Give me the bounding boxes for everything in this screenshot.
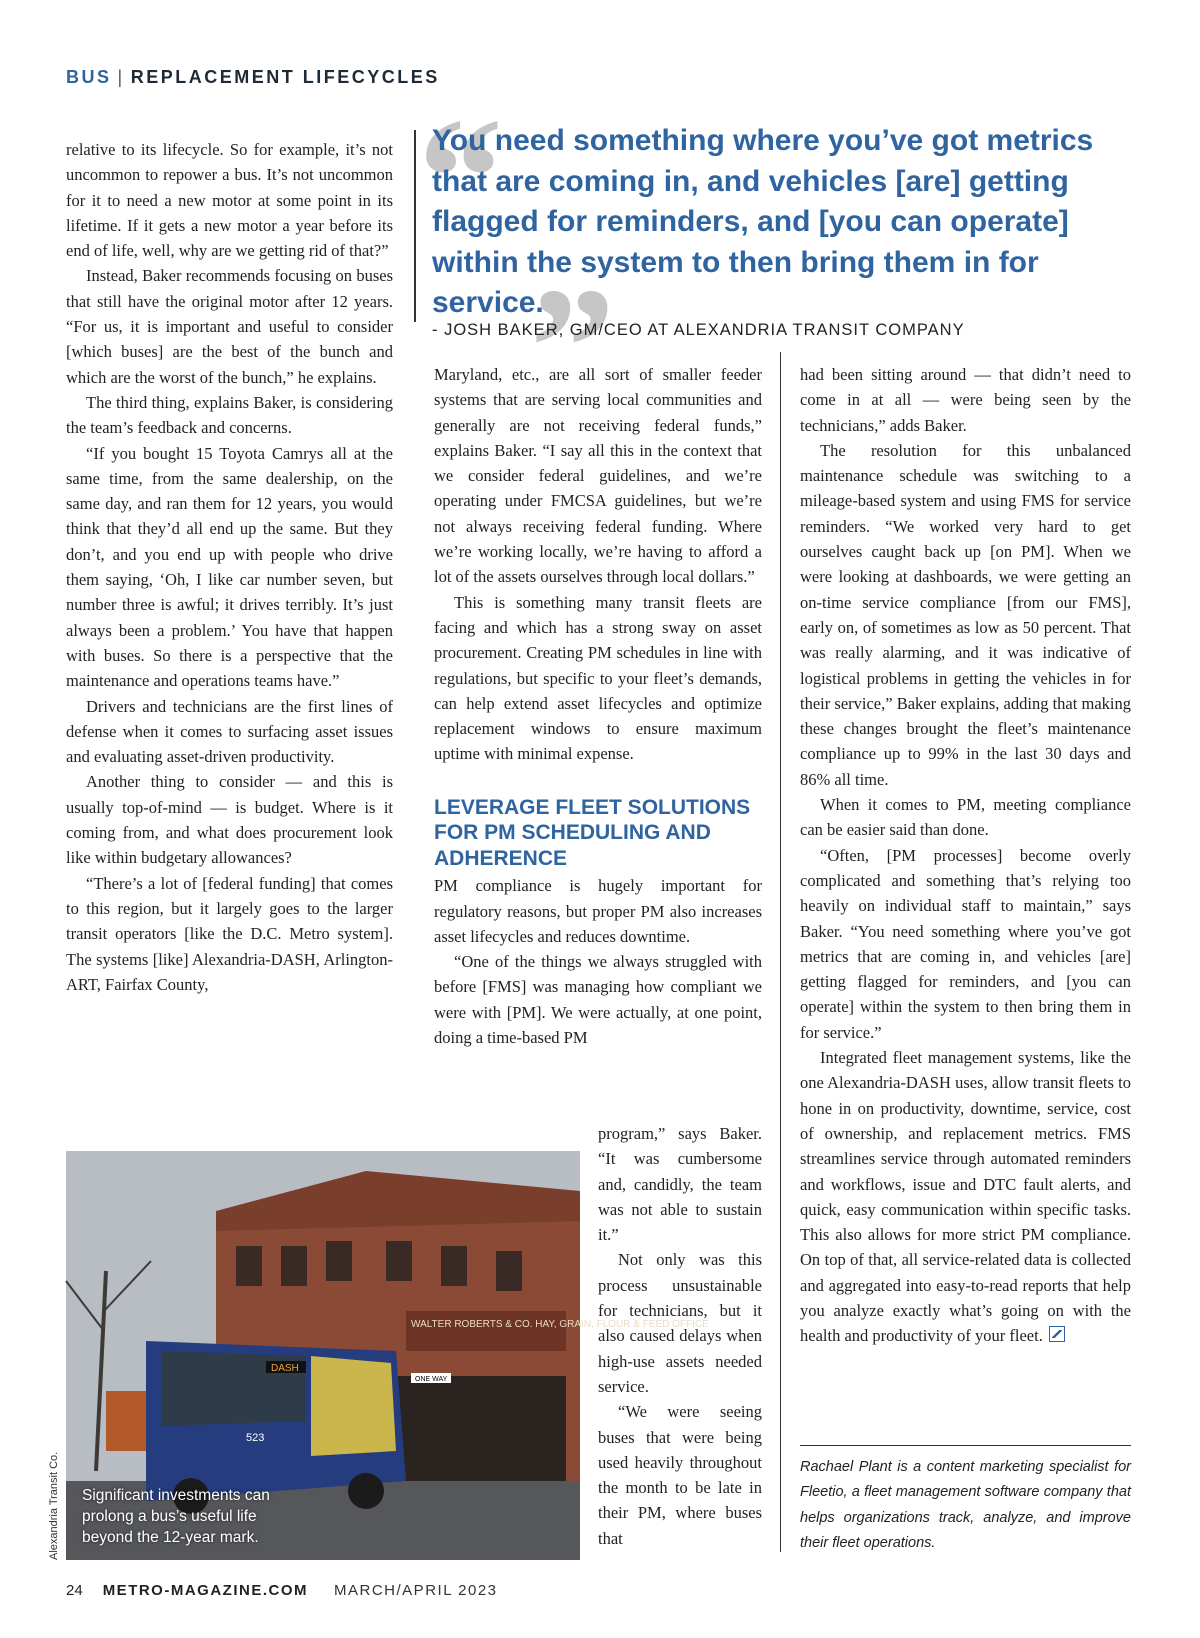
paragraph: This is something many transit fleets are facing and which has a strong sway on asset procurement. Creating PM schedules in line with regulations, but specific to your fleet’s demands, can help extend asset lifecycles and optimize replacement windows to ensure maximum uptime with minimal expense. xyxy=(434,592,762,764)
paragraph: Not only was this process unsustainable for technicians, but it also caused delays when high-use assets needed service. xyxy=(598,1250,762,1396)
building-sign: WALTER ROBERTS & CO. HAY, GRAIN, FLOUR & FEED OFFICE xyxy=(411,1319,709,1330)
article-column-1 xyxy=(66,137,393,997)
issue-date: MARCH/APRIL 2023 xyxy=(334,1582,498,1599)
paragraph: The third thing, explains Baker, is considering the team’s feedback and concerns. xyxy=(66,392,393,438)
paragraph: had been sitting around — that didn’t need to come in at all — were being seen by the technicians,” adds Baker. xyxy=(800,365,1131,435)
building-sign-text xyxy=(411,1319,709,1330)
paragraph: Maryland, etc., are all sort of smaller feeder systems that are serving local communities and generally are not receiving federal funds,” explains Baker. “I say all this in the context that we consider federal guidelines, and we’re operating under FMCSA guidelines, but we’re not always receiving federal funding. Where we’re working locally, we’re having to afford a lot of the assets ourselves through local dollars.” xyxy=(434,365,762,587)
paragraph: “If you bought 15 Toyota Camrys all at the same time, from the same dealership, on the same day, and ran them for 12 years, you would think that they’d all end up the same. But they don’t, and you end up with people who drive them saying, ‘Oh, I like car number seven, but number three is awful; it drives terribly. It’s just always been a problem.’ You have that happen with buses. So there is a perspective that the maintenance and operations teams have.” xyxy=(66,443,393,691)
pull-quote-rule xyxy=(414,130,416,322)
paragraph: “There’s a lot of [federal funding] that comes to this region, but it largely goes to the larger transit operators [like the D.C. Metro system]. The systems [like] Alexandria-DASH, Arlington-ART, Fairfax County, xyxy=(66,873,393,994)
paragraph: PM compliance is hugely important for regulatory reasons, but proper PM also increases asset lifecycles and reduces downtime. xyxy=(434,876,762,946)
section-topic: REPLACEMENT LIFECYCLES xyxy=(130,67,440,87)
photo-caption: Significant investments can prolong a bus’s useful life beyond the 12-year mark. xyxy=(82,1487,270,1546)
paragraph: Drivers and technicians are the first lines of defense when it comes to surfacing asset issues and evaluating asset-driven productivity. xyxy=(66,696,393,767)
paragraph xyxy=(800,1045,1131,1349)
paragraph: The resolution for this unbalanced maintenance schedule was switching to a mileage-based system and using FMS for service reminders. “We worked very hard to get ourselves caught back up [on PM]. When we were looking at dashboards, we were getting an on-time service compliance [from our FMS], early on, of sometimes as low as 50 percent. That was really alarming, and it was indicative of logistical problems in getting the vehicles in for their service,” Baker explains, adding that making these changes brought the fleet’s maintenance compliance up to 99% in the last 30 days and 86% all time. xyxy=(800,440,1131,789)
pull-quote-attribution: - JOSH BAKER, GM/CEO AT ALEXANDRIA TRANSIT COMPANY xyxy=(432,321,965,339)
bus-number: 523 xyxy=(246,1432,265,1444)
bio-rule xyxy=(800,1445,1131,1446)
paragraph-text: Integrated fleet management systems, like the one Alexandria-DASH uses, allow transit fleets to hone in on productivity, downtime, service, cost of ownership, and replacement metrics. FMS streamlines service through automated reminders and workflows, issue and DTC fault alerts, and quick, easy communication within specific tasks. This also allows for more strict PM compliance. On top of that, all service-related data is collected and aggregated into easy-to-read reports that help you analyze exactly what’s going on with the health and productivity of your fleet. xyxy=(800,1048,1131,1346)
one-way-sign: ONE WAY xyxy=(415,1376,448,1383)
author-bio: Rachael Plant is a content marketing specialist for Fleetio, a fleet management software company that helps organizations track, analyze, and improve their fleet operations. xyxy=(800,1459,1131,1551)
section-divider: | xyxy=(117,67,125,87)
paragraph: “Often, [PM processes] become overly complicated and something that’s relying too heavily on individual staff to maintain,” says Baker. “You need something where you’ve got metrics that are coming in, and vehicles [are] getting flagged for reminders, and [you can operate] within the system to then bring them in for service.” xyxy=(800,845,1131,1042)
paragraph: “We were seeing buses that were being used heavily throughout the month to be late in their PM, where buses that xyxy=(598,1402,762,1548)
page-number: 24 xyxy=(66,1582,83,1599)
paragraph: When it comes to PM, meeting compliance can be easier said than done. xyxy=(800,795,1131,840)
pull-quote: You need something where you’ve got metrics that are coming in, and vehicles [are] getting flagged for reminders, and [you can operate] within the system to then bring them in for service. xyxy=(432,124,1094,319)
magazine-site: METRO-MAGAZINE.COM xyxy=(102,1582,309,1599)
article-column-2 xyxy=(434,362,762,1050)
paragraph: relative to its lifecycle. So for example, it’s not uncommon to repower a bus. It’s not uncommon for it to need a new motor at some point in its lifetime. If it gets a new motor a year before its end of life, well, why are we getting rid of that?” xyxy=(66,140,393,261)
open-quote-mark: “ xyxy=(418,83,503,271)
paragraph: “One of the things we always struggled with before [FMS] was managing how compliant we were with [PM]. We were actually, at one point, doing a time-based PM xyxy=(434,952,762,1048)
column-divider xyxy=(780,352,781,1552)
paragraph: program,” says Baker. “It was cumbersome and, candidly, the team was not able to sustain it.” xyxy=(598,1124,762,1245)
section-heading: LEVERAGE FLEET SOLUTIONS FOR PM SCHEDULING AND ADHERENCE xyxy=(434,795,751,870)
section-label xyxy=(66,67,440,88)
article-column-3 xyxy=(800,362,1131,1349)
article-end-icon xyxy=(1049,1326,1065,1342)
photo-credit: Alexandria Transit Co. xyxy=(48,1451,60,1560)
close-quote-mark: ” xyxy=(530,253,615,441)
paragraph: Another thing to consider — and this is usually top-of-mind — is budget. Where is it coming from, and what does procurement look like within budgetary allowances? xyxy=(66,772,393,868)
bus-destination-sign: DASH xyxy=(271,1363,299,1374)
section-name: BUS xyxy=(66,67,112,87)
article-column-2-narrow xyxy=(598,1121,762,1551)
paragraph: Instead, Baker recommends focusing on buses that still have the original motor after 12 years. “For us, it is important and useful to consider [which buses] are the best of the bunch and which are the worst of the bunch,” he explains. xyxy=(66,266,393,387)
page-footer xyxy=(66,1582,498,1599)
